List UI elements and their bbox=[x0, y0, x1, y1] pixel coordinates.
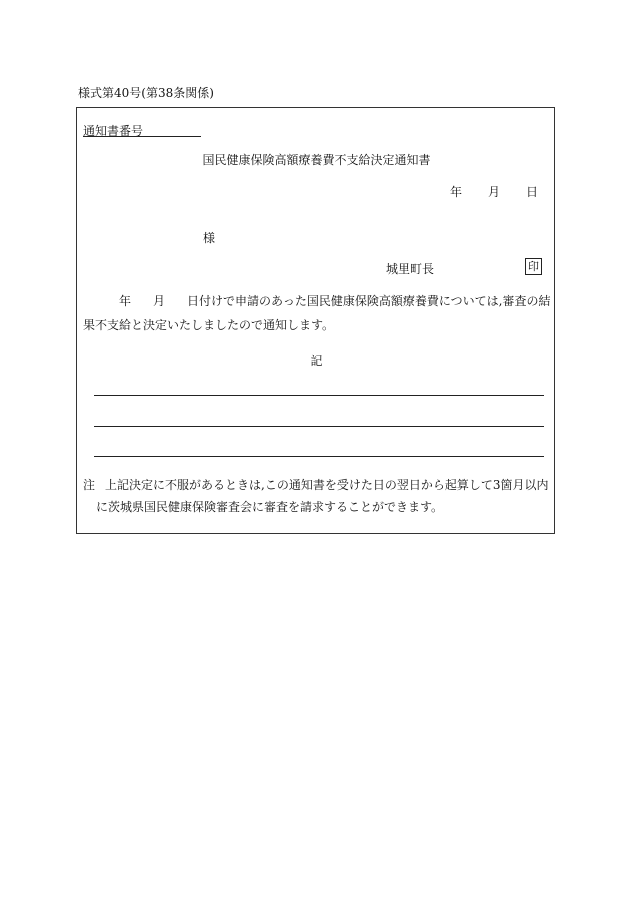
date-year: 年 bbox=[449, 185, 462, 199]
entry-line-2 bbox=[94, 426, 544, 427]
notice-frame bbox=[76, 107, 555, 534]
notice-number-label: 通知書番号 bbox=[83, 124, 144, 138]
notice-number-underline bbox=[83, 136, 201, 137]
note-mark: 注 bbox=[83, 478, 96, 492]
issuer-name: 城里町長 bbox=[386, 262, 435, 276]
note-line-1 bbox=[83, 476, 548, 493]
seal-mark: 印 bbox=[525, 258, 542, 275]
form-caption: 様式第40号(第38条関係) bbox=[78, 86, 214, 100]
body-text-line-1 bbox=[119, 292, 551, 309]
entry-line-1 bbox=[94, 395, 544, 396]
body-text-line-2: 果不支給と決定いたしましたので通知します。 bbox=[83, 318, 335, 332]
note-line1-text: 上記決定に不服があるときは,この通知書を受けた日の翌日から起算して3箇月以内 bbox=[105, 478, 549, 492]
recipient-suffix: 様 bbox=[203, 231, 216, 245]
issue-date bbox=[450, 183, 538, 200]
document-title: 国民健康保険高額療養費不支給決定通知書 bbox=[202, 153, 431, 167]
note-line-2: に茨城県国民健康保険審査会に審査を請求することができます。 bbox=[96, 500, 444, 514]
body-year: 年 bbox=[119, 294, 132, 308]
date-day: 日 bbox=[525, 185, 538, 199]
ki-heading: 記 bbox=[310, 354, 323, 368]
body-line1-rest: 日付けで申請のあった国民健康保険高額療養費については,審査の結 bbox=[187, 294, 551, 308]
body-month: 月 bbox=[153, 294, 166, 308]
date-month: 月 bbox=[487, 185, 500, 199]
entry-line-3 bbox=[94, 456, 544, 457]
